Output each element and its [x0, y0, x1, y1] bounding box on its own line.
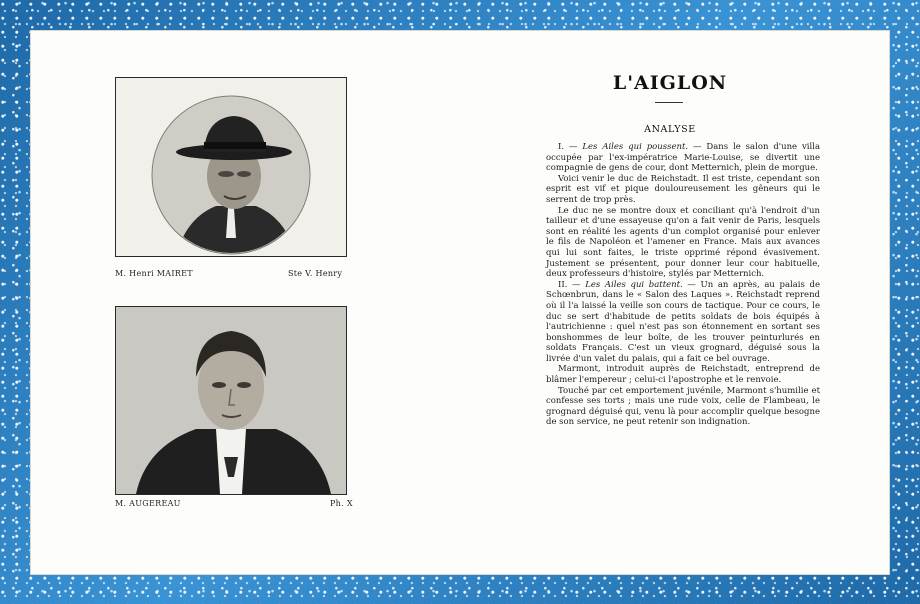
portrait-mairet-image	[116, 78, 346, 256]
paragraph-2: Voici venir le duc de Reichstadt. Il est triste, cependant son esprit est vif et pique douloureusement les gêneurs qui le serrent de trop près.	[546, 173, 820, 205]
section-heading: ANALYSE	[644, 124, 696, 135]
paragraph-3: Le duc ne se montre doux et conciliant qu'à l'endroit d'un tailleur et d'une essayeuse qu'on a fait venir de Paris, lesquels sont en réalité les agents d'un complot organisé pour enlever le fils de Napoléon et l'amener en France. Mais aux avances qui lui sont faites, le triste opprimé répond évasivement. Justement se présentent, pour donner leur cour habituelle, deux professeurs d'histoire, stylés par Metternich.	[546, 205, 820, 280]
paragraph-5: Marmont, introduit auprès de Reichstadt, entreprend de blâmer l'empereur ; celui-ci l'apostrophe et le renvoie.	[546, 364, 820, 386]
paragraph-1: I. — Les Ailes qui poussent. — Dans le salon d'une villa occupée par l'ex-impératrice Marie-Louise, se divertit une compagnie de gens de cour, dont Metternich, plein de morgue.	[546, 142, 821, 174]
portrait-photo-mairet	[115, 77, 347, 257]
caption-mairet-name: M. Henri MAIRET	[115, 269, 193, 278]
portrait-photo-augereau	[115, 306, 347, 495]
paragraph-4: II. — Les Ailes qui battent. — Un an après, au palais de Schœnbrun, dans le « Salon des Laques ». Reichstadt reprend où il l'a laissé la veille son cours de tactique. Pour ce cours, le duc se sert d'habitude de petits soldats de bois équipés à l'autrichienne : quel n'est pas son étonnement en sortant ses bonshommes de leur boîte, de les trouver peinturlurés en soldats Français. C'est un vieux grognard, déguisé sous la livrée d'un valet du palais, qui a fait ce bel ouvrage.	[546, 279, 820, 364]
analysis-text	[546, 142, 820, 428]
caption-mairet-credit: Ste V. Henry	[288, 269, 343, 278]
title-divider	[655, 102, 683, 103]
page-title: L'AIGLON	[612, 72, 728, 94]
book-spread	[30, 30, 890, 575]
caption-augereau-name: M. AUGEREAU	[115, 499, 181, 508]
portrait-augereau-image	[116, 307, 346, 494]
paragraph-6: Touché par cet emportement juvénile, Marmont s'humilie et confesse ses torts ; mais une rude voix, celle de Flambeau, le grognard déguisé qui, venu là pour accomplir quelque besogne de son service, ne peut retenir son indignation.	[546, 385, 820, 428]
caption-augereau-credit: Ph. X	[330, 499, 353, 508]
